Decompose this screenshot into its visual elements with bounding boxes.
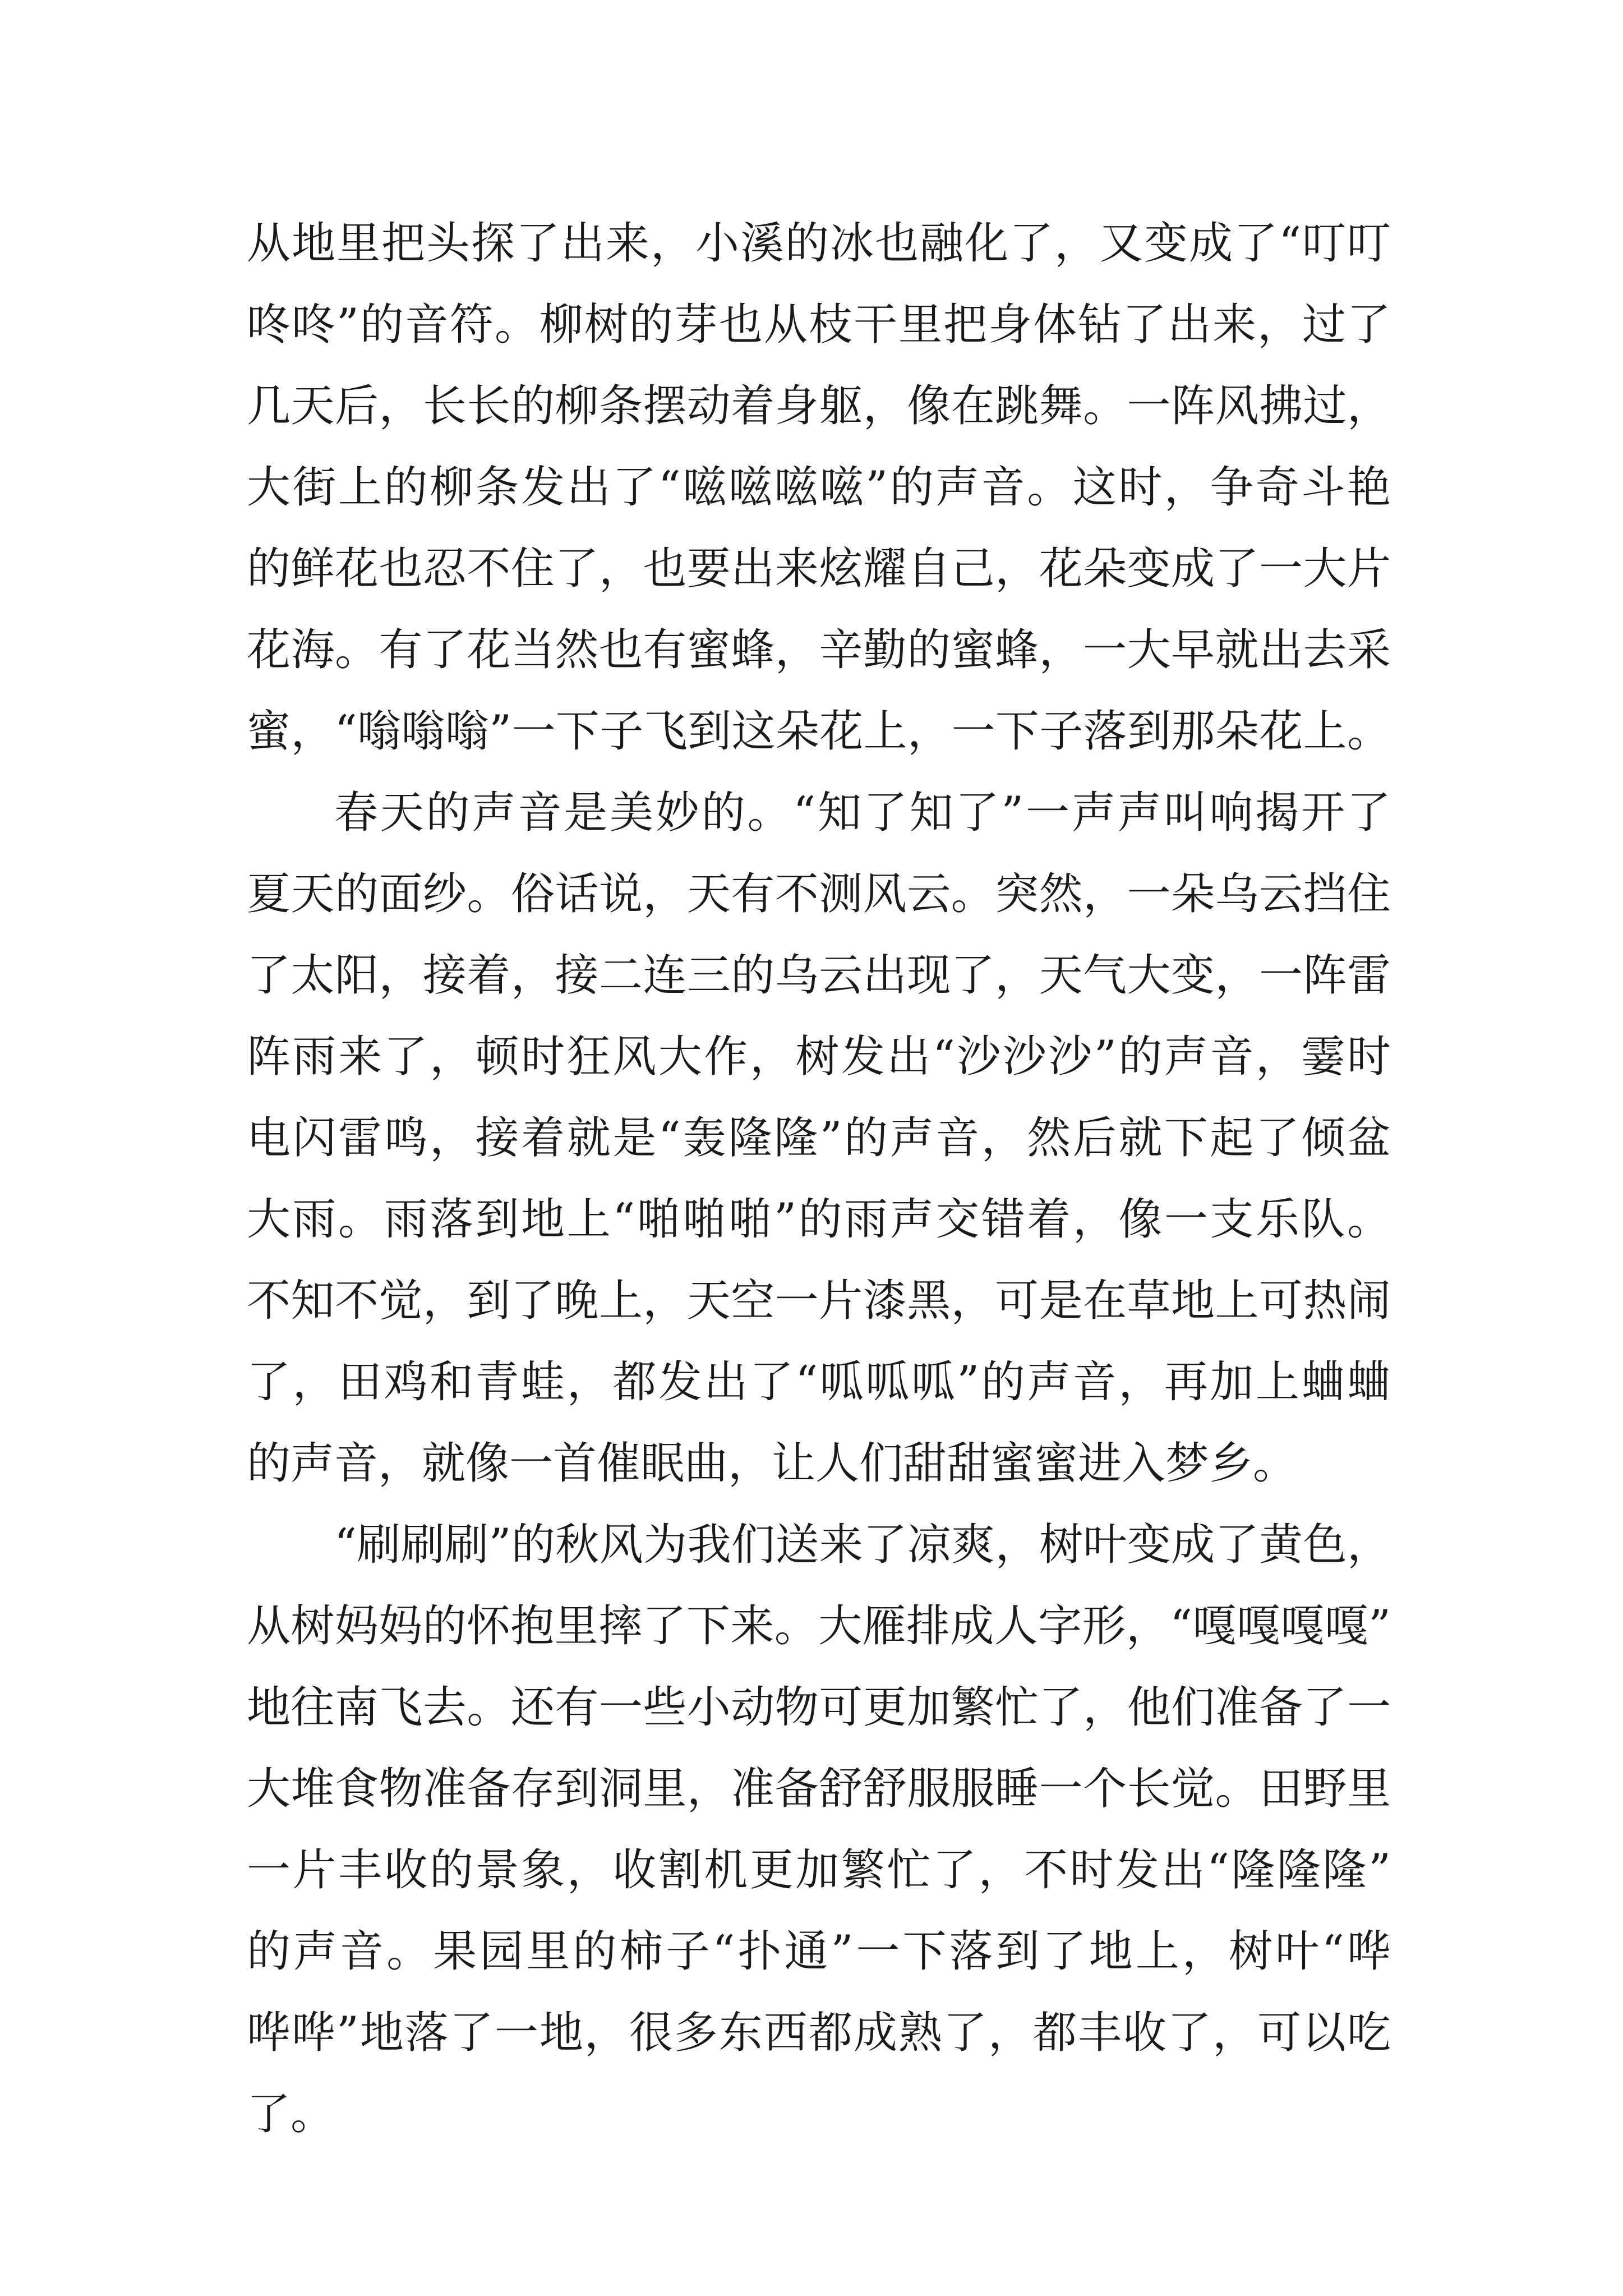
paragraph-spring — [247, 203, 1391, 772]
text-line: 蜜，“嗡嗡嗡”一下子飞到这朵花上，一下子落到那朵花上。 — [247, 706, 1391, 757]
text-line: 哗哗”地落了一地，很多东西都成熟了，都丰收了，可以吃 — [247, 2008, 1391, 2058]
text-line: 几天后，长长的柳条摆动着身躯，像在跳舞。一阵风拂过， — [247, 381, 1391, 431]
text-line: 的声音。果园里的柿子“扑通”一下落到了地上，树叶“哗 — [247, 1926, 1391, 1977]
text-line: 地往南飞去。还有一些小动物可更加繁忙了，他们准备了一 — [247, 1682, 1391, 1733]
text-line: 大堆食物准备存到洞里，准备舒舒服服睡一个长觉。田野里 — [247, 1764, 1391, 1814]
text-line: 花海。有了花当然也有蜜蜂，辛勤的蜜蜂，一大早就出去采 — [247, 625, 1391, 675]
text-line: 一片丰收的景象，收割机更加繁忙了，不时发出“隆隆隆” — [247, 1845, 1391, 1895]
text-line: 从树妈妈的怀抱里摔了下来。大雁排成人字形，“嘎嘎嘎嘎” — [247, 1601, 1391, 1651]
text-line: 夏天的面纱。俗话说，天有不测风云。突然，一朵乌云挡住 — [247, 869, 1391, 919]
text-line: 从地里把头探了出来，小溪的冰也融化了，又变成了“叮叮 — [247, 218, 1391, 269]
text-line: 大雨。雨落到地上“啪啪啪”的雨声交错着，像一支乐队。 — [247, 1194, 1391, 1245]
text-line: 的声音，就像一首催眠曲，让人们甜甜蜜蜜进入梦乡。 — [247, 1438, 1297, 1489]
text-line: 阵雨来了，顿时狂风大作，树发出“沙沙沙”的声音，霎时 — [247, 1032, 1391, 1082]
text-line: 大街上的柳条发出了“嗞嗞嗞嗞”的声音。这时，争奇斗艳 — [247, 462, 1391, 513]
paragraph-autumn — [247, 1504, 1391, 2155]
text-line: “刷刷刷”的秋风为我们送来了凉爽，树叶变成了黄色， — [334, 1520, 1391, 1570]
text-line: 了。 — [247, 2089, 335, 2139]
text-line: 不知不觉，到了晚上，天空一片漆黑，可是在草地上可热闹 — [247, 1276, 1391, 1326]
text-line: 了太阳，接着，接二连三的乌云出现了，天气大变，一阵雷 — [247, 950, 1391, 1001]
text-line: 春天的声音是美妙的。“知了知了”一声声叫响揭开了 — [334, 788, 1391, 838]
text-line: 的鲜花也忍不住了，也要出来炫耀自己，花朵变成了一大片 — [247, 544, 1391, 594]
paragraph-summer — [247, 772, 1391, 1504]
text-line: 电闪雷鸣，接着就是“轰隆隆”的声音，然后就下起了倾盆 — [247, 1113, 1391, 1163]
essay-body — [247, 203, 1391, 2155]
text-line: 了，田鸡和青蛙，都发出了“呱呱呱”的声音，再加上蛐蛐 — [247, 1357, 1391, 1407]
text-line: 咚咚”的音符。柳树的芽也从枝干里把身体钻了出来，过了 — [247, 300, 1391, 350]
